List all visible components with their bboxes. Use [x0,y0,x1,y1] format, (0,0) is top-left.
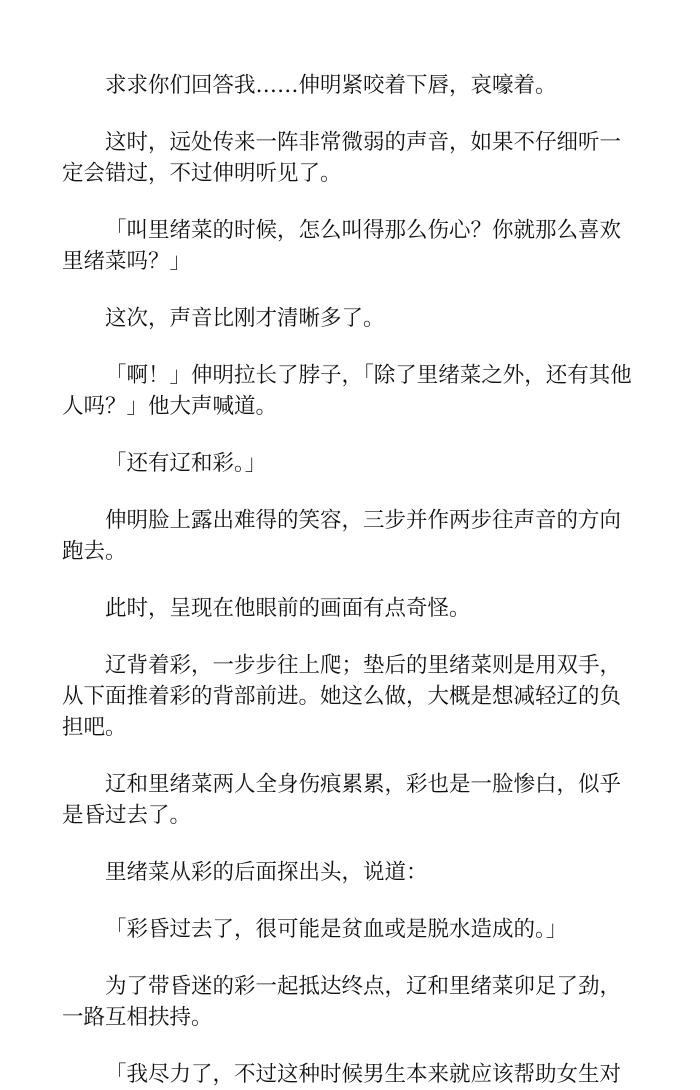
paragraph-8: 此时，呈现在他眼前的画面有点奇怪。 [105,596,471,621]
paragraph-11: 里绪菜从彩的后面探出头，说道： [105,860,428,885]
paragraph-10: 辽和里绪菜两人全身伤痕累累，彩也是一脸惨白，似乎是昏过去了。 [62,772,622,828]
paragraph-1: 求求你们回答我……伸明紧咬着下唇，哀嚎着。 [105,73,557,98]
paragraph-14: 「我尽力了，不过这种时候男生本来就应该帮助女生对 [105,1062,622,1087]
paragraph-2: 这时，远处传来一阵非常微弱的声音，如果不仔细听一定会错过，不过伸明听见了。 [62,130,622,186]
paragraph-13: 为了带昏迷的彩一起抵达终点，辽和里绪菜卯足了劲，一路互相扶持。 [62,974,622,1030]
paragraph-9: 辽背着彩，一步步往上爬；垫后的里绪菜则是用双手，从下面推着彩的背部前进。她这么做，大概是想减轻辽的负担吧。 [62,653,622,740]
paragraph-12: 「彩昏过去了，很可能是贫血或是脱水造成的。」 [105,917,568,942]
paragraph-3: 「叫里绪菜的时候，怎么叫得那么伤心？你就那么喜欢里绪菜吗？」 [62,218,622,274]
paragraph-6: 「还有辽和彩。」 [105,451,267,476]
paragraph-4: 这次，声音比刚才清晰多了。 [105,306,385,331]
paragraph-7: 伸明脸上露出难得的笑容，三步并作两步往声音的方向跑去。 [62,508,622,564]
paragraph-5: 「啊！」伸明拉长了脖子，「除了里绪菜之外，还有其他人吗？」他大声喊道。 [62,363,632,419]
